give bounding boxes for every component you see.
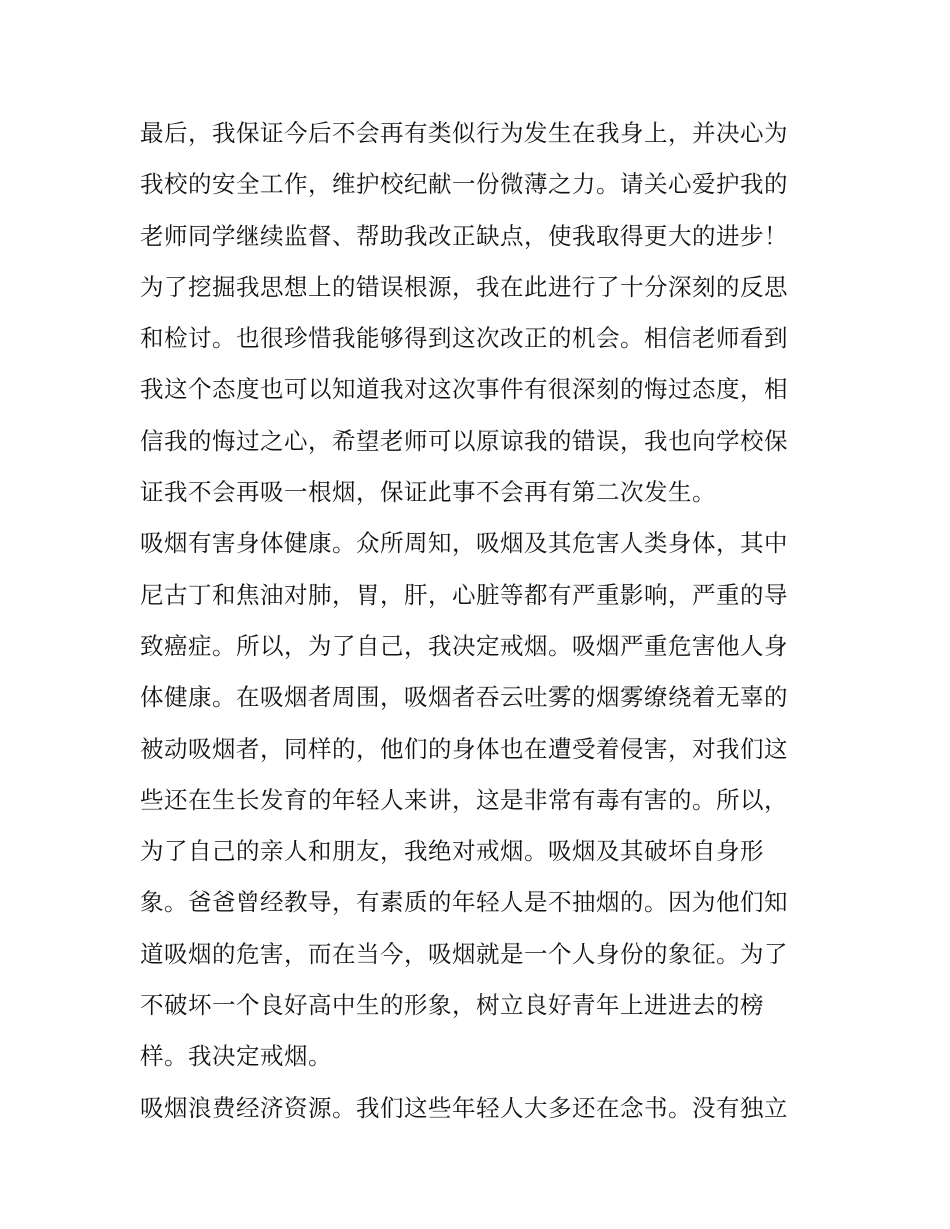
text-line: 最后，我保证今后不会再有类似行为发生在我身上，并决心为 <box>140 119 788 147</box>
text-line: 样。我决定戒烟。 <box>140 1042 332 1071</box>
text-line: 为了挖掘我思想上的错误根源，我在此进行了十分深刻的反思 <box>140 272 788 301</box>
text-line: 些还在生长发育的年轻人来讲，这是非常有毒有害的。所以， <box>140 785 788 814</box>
text-line: 证我不会再吸一根烟，保证此事不会再有第二次发生。 <box>140 478 716 507</box>
text-line: 被动吸烟者，同样的，他们的身体也在遭受着侵害，对我们这 <box>140 734 788 763</box>
text-line: 吸烟浪费经济资源。我们这些年轻人大多还在念书。没有独立 <box>140 1093 788 1122</box>
text-line: 道吸烟的危害，而在当今，吸烟就是一个人身份的象征。为了 <box>140 939 788 968</box>
text-line: 吸烟有害身体健康。众所周知，吸烟及其危害人类身体，其中 <box>140 529 788 558</box>
text-line: 我校的安全工作，维护校纪献一份微薄之力。请关心爱护我的 <box>140 170 788 199</box>
text-line: 老师同学继续监督、帮助我改正缺点，使我取得更大的进步！ <box>140 221 788 250</box>
text-line: 致癌症。所以，为了自己，我决定戒烟。吸烟严重危害他人身 <box>140 631 788 660</box>
text-line: 象。爸爸曾经教导，有素质的年轻人是不抽烟的。因为他们知 <box>140 888 788 917</box>
body-text <box>140 108 820 1134</box>
text-line: 和检讨。也很珍惜我能够得到这次改正的机会。相信老师看到 <box>140 324 788 353</box>
text-line: 信我的悔过之心，希望老师可以原谅我的错误，我也向学校保 <box>140 426 788 455</box>
text-line: 我这个态度也可以知道我对这次事件有很深刻的悔过态度，相 <box>140 375 788 404</box>
text-line: 体健康。在吸烟者周围，吸烟者吞云吐雾的烟雾缭绕着无辜的 <box>140 683 788 712</box>
text-line: 不破坏一个良好高中生的形象，树立良好青年上进进去的榜 <box>140 991 764 1020</box>
text-line: 尼古丁和焦油对肺，胃，肝，心脏等都有严重影响，严重的导 <box>140 580 788 609</box>
text-line: 为了自己的亲人和朋友，我绝对戒烟。吸烟及其破坏自身形 <box>140 837 764 866</box>
